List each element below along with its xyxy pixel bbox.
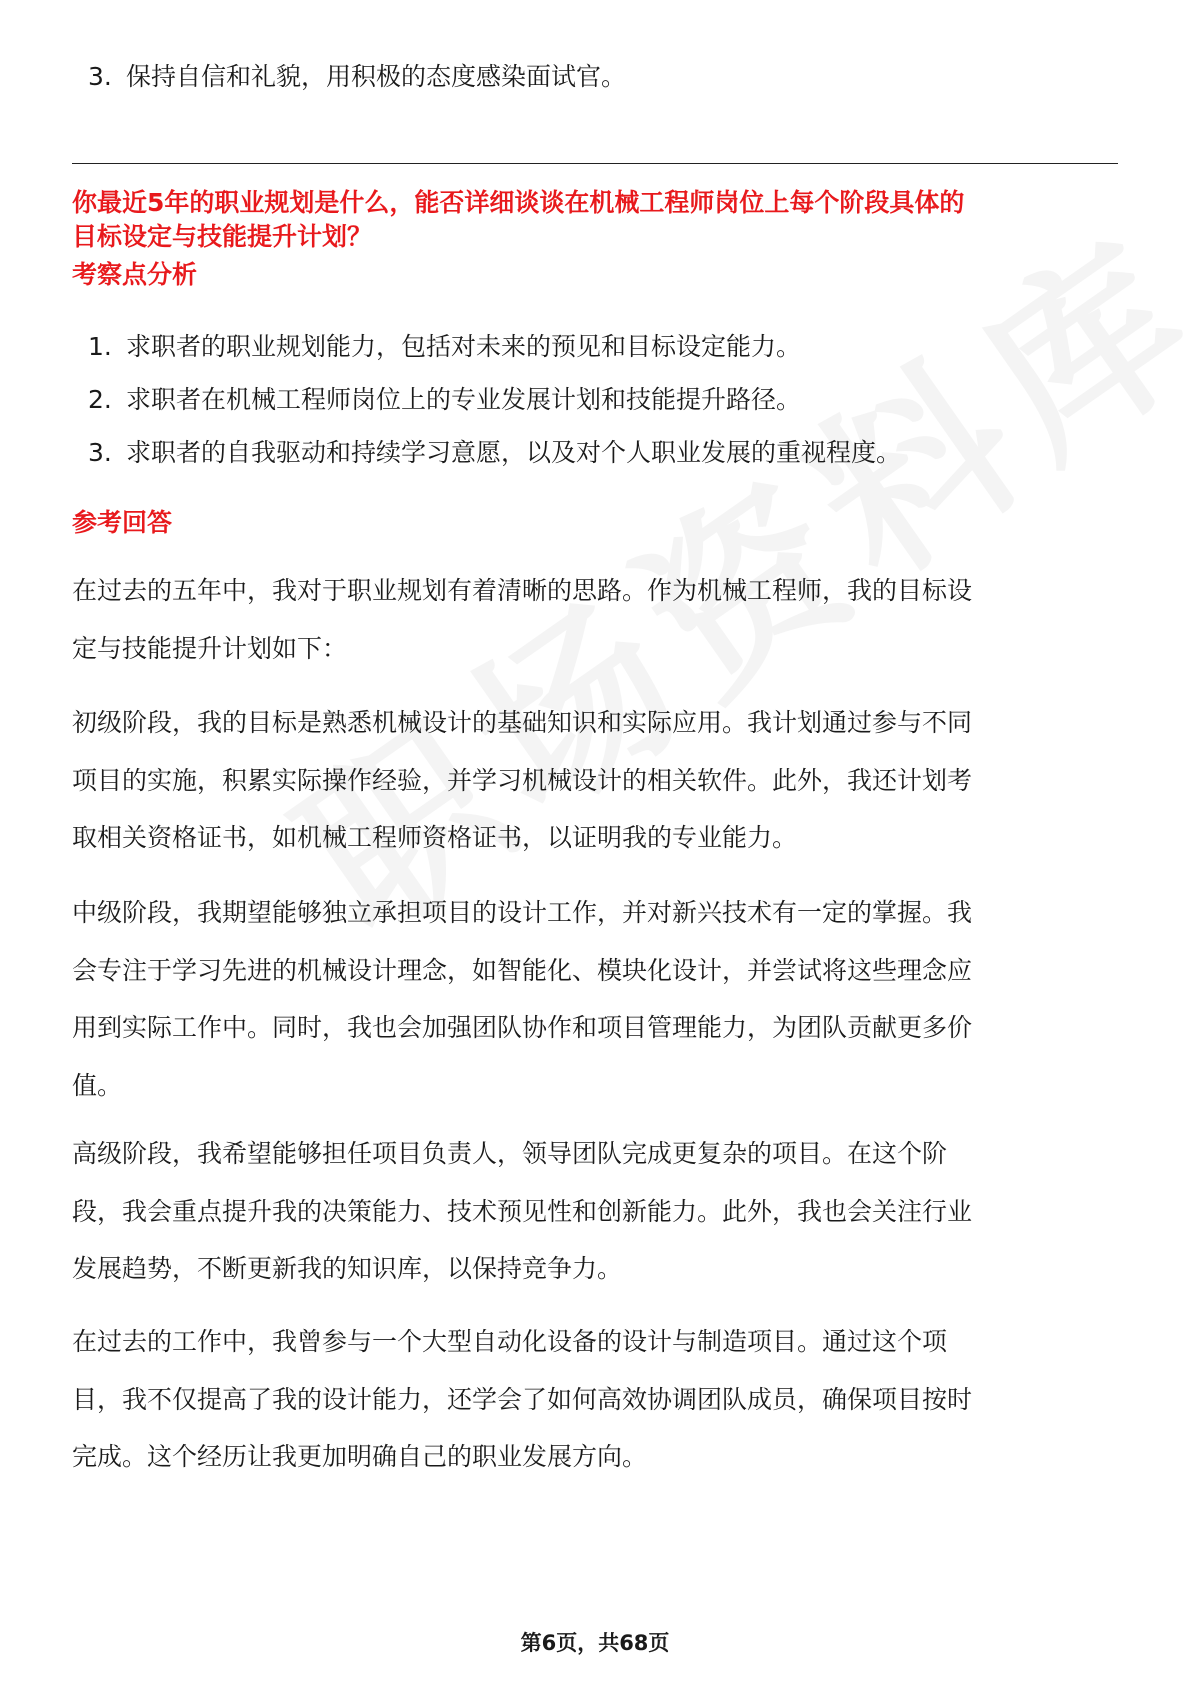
paragraph-line: 高级阶段，我希望能够担任项目负责人，领导团队完成更复杂的项目。在这个阶 — [72, 1139, 948, 1168]
list-number: 3. — [88, 62, 112, 91]
question-title — [72, 186, 1118, 254]
page-number: 第6页，共68页 — [520, 1631, 670, 1655]
tips-list-item — [88, 60, 626, 94]
paragraph-line: 初级阶段，我的目标是熟悉机械设计的基础知识和实际应用。我计划通过参与不同 — [72, 708, 973, 737]
answer-paragraph — [72, 884, 1118, 1114]
list-text: 保持自信和礼貌，用积极的态度感染面试官。 — [126, 62, 627, 91]
answer-paragraph — [72, 694, 1118, 867]
section-divider — [72, 163, 1118, 164]
answer-paragraph — [72, 562, 1118, 677]
question-line: 目标设定与技能提升计划？ — [72, 222, 373, 251]
analysis-heading: 考察点分析 — [72, 260, 198, 289]
analysis-list-item — [88, 383, 801, 417]
list-text: 求职者的自我驱动和持续学习意愿，以及对个人职业发展的重视程度。 — [126, 438, 902, 467]
paragraph-line: 用到实际工作中。同时，我也会加强团队协作和项目管理能力，为团队贡献更多价 — [72, 1013, 973, 1042]
list-number: 3. — [88, 438, 112, 467]
paragraph-line: 发展趋势，不断更新我的知识库，以保持竞争力。 — [72, 1254, 623, 1283]
paragraph-line: 在过去的五年中，我对于职业规划有着清晰的思路。作为机械工程师，我的目标设 — [72, 576, 973, 605]
analysis-list-item — [88, 330, 801, 364]
list-text: 求职者的职业规划能力，包括对未来的预见和目标设定能力。 — [126, 332, 802, 361]
list-number: 2. — [88, 385, 112, 414]
answer-paragraph — [72, 1313, 1118, 1486]
answer-heading: 参考回答 — [72, 508, 173, 537]
paragraph-line: 定与技能提升计划如下： — [72, 633, 348, 663]
question-line: 你最近5年的职业规划是什么，能否详细谈谈在机械工程师岗位上每个阶段具体的 — [72, 188, 965, 217]
list-text: 求职者在机械工程师岗位上的专业发展计划和技能提升路径。 — [126, 385, 802, 414]
paragraph-line: 项目的实施，积累实际操作经验，并学习机械设计的相关软件。此外，我还计划考 — [72, 765, 973, 795]
paragraph-line: 值。 — [72, 1070, 123, 1100]
paragraph-line: 目，我不仅提高了我的设计能力，还学会了如何高效协调团队成员，确保项目按时 — [72, 1384, 973, 1414]
paragraph-line: 在过去的工作中，我曾参与一个大型自动化设备的设计与制造项目。通过这个项 — [72, 1327, 948, 1356]
paragraph-line: 会专注于学习先进的机械设计理念，如智能化、模块化设计，并尝试将这些理念应 — [72, 955, 973, 985]
paragraph-line: 段，我会重点提升我的决策能力、技术预见性和创新能力。此外，我也会关注行业 — [72, 1196, 973, 1226]
answer-paragraph — [72, 1125, 1118, 1298]
paragraph-line: 完成。这个经历让我更加明确自己的职业发展方向。 — [72, 1442, 648, 1471]
paragraph-line: 中级阶段，我期望能够独立承担项目的设计工作，并对新兴技术有一定的掌握。我 — [72, 898, 973, 927]
analysis-list-item — [88, 436, 901, 470]
paragraph-line: 取相关资格证书，如机械工程师资格证书，以证明我的专业能力。 — [72, 823, 798, 852]
list-number: 1. — [88, 332, 112, 361]
